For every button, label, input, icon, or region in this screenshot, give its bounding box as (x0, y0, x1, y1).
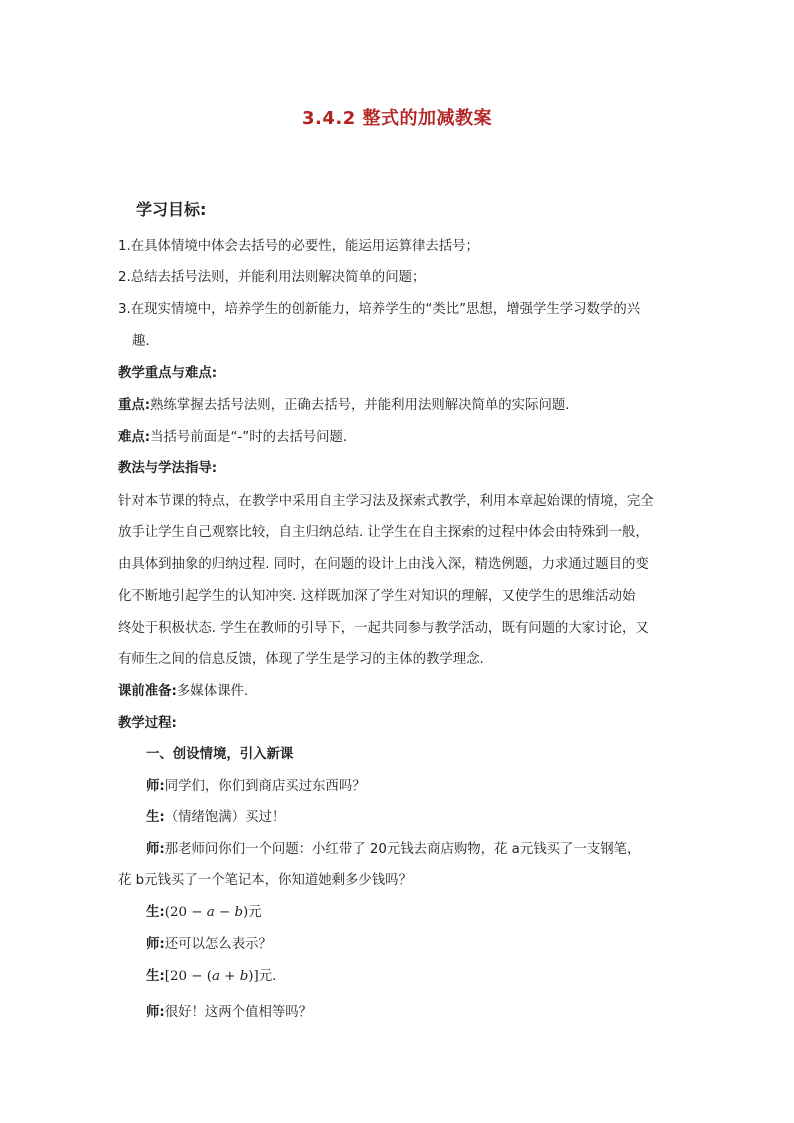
dialog-teacher-2-cont: 花 b元钱买了一个笔记本，你知道她剩多少钱吗？ (118, 873, 412, 888)
expr-part: [20 − ( (164, 969, 212, 984)
dialog-text: 很好！这两个值相等吗？ (164, 1005, 313, 1020)
difficult-text: 当括号前面是“-”时的去括号问题. (150, 430, 348, 445)
dialog-teacher-1 (146, 777, 711, 797)
method-line-4: 化不断地引起学生的认知冲突. 这样既加深了学生对知识的理解，又使学生的思维活动始 (118, 589, 636, 604)
goal-3-cont: 趣. (132, 334, 150, 349)
var-a: a (211, 969, 220, 984)
prep-label: 课前准备: (118, 684, 177, 699)
goal-2: 2.总结去括号法则，并能利用法则解决简单的问题； (118, 270, 426, 285)
expression-2 (165, 969, 259, 984)
dialog-text: 那老师问你们一个问题：小红带了 20元钱去商店购物，花 a元钱买了一支钢笔， (164, 842, 641, 857)
prep-text: 多媒体课件. (176, 684, 249, 699)
unit-yuan: 元 (248, 905, 262, 920)
teacher-label: 师: (146, 842, 165, 857)
dialog-student-1 (146, 808, 711, 828)
var-b: b (239, 969, 249, 984)
dialog-text: 还可以怎么表示？ (164, 937, 272, 952)
dialog-text: 同学们，你们到商店买过东西吗？ (164, 779, 366, 794)
goal-3: 3.在现实情境中，培养学生的创新能力，培养学生的“类比”思想，增强学生学习数学的兴 (118, 302, 641, 317)
document-title: 3.4.2 整式的加减教案 (301, 108, 492, 129)
difficult-label: 难点: (118, 430, 151, 445)
student-label: 生: (146, 905, 165, 920)
prep-line (118, 682, 683, 702)
key-label: 重点: (118, 398, 151, 413)
key-text: 熟练掌握去括号法则，正确去括号，并能利用法则解决简单的实际问题. (150, 398, 570, 413)
learning-goals-heading: 学习目标: (136, 200, 207, 219)
method-line-1: 针对本节课的特点，在教学中采用自主学习法及探索式教学，利用本章起始课的情境，完全 (118, 494, 654, 509)
difficult-point-line (118, 428, 683, 448)
key-point-line (118, 396, 683, 416)
dialog-student-3 (146, 967, 711, 987)
student-label: 生: (146, 969, 165, 984)
method-heading: 教法与学法指导: (118, 461, 218, 476)
method-line-3: 由具体到抽象的归纳过程. 同时，在问题的设计上由浅入深，精选例题，力求通过题目的变 (118, 557, 649, 572)
dialog-teacher-3 (146, 935, 711, 955)
teacher-label: 师: (146, 779, 165, 794)
student-label: 生: (146, 810, 165, 825)
key-points-heading: 教学重点与难点: (118, 366, 218, 381)
section-1-heading: 一、创设情境，引入新课 (146, 747, 294, 762)
teacher-label: 师: (146, 937, 165, 952)
method-line-5: 终处于积极状态. 学生在教师的引导下，一起共同参与教学活动，既有问题的大家讨论，又 (118, 621, 649, 636)
expr-part: − (214, 905, 235, 920)
method-line-6: 有师生之间的信息反馈，体现了学生是学习的主体的教学理念. (118, 652, 484, 667)
expr-part: ) (243, 905, 249, 920)
expr-part: + (219, 969, 240, 984)
expr-part: )] (248, 969, 259, 984)
var-b: b (234, 905, 244, 920)
expression-1 (165, 905, 249, 920)
dialog-teacher-4 (146, 1003, 711, 1023)
process-heading: 教学过程: (118, 716, 177, 731)
expr-part: (20 − (164, 905, 207, 920)
unit-yuan: 元. (258, 969, 277, 984)
dialog-student-2 (146, 903, 711, 923)
goal-1: 1.在具体情境中体会去括号的必要性，能运用运算律去括号； (118, 239, 479, 254)
var-a: a (206, 905, 215, 920)
method-line-2: 放手让学生自己观察比较，自主归纳总结. 让学生在自主探索的过程中体会由特殊到一般， (118, 525, 649, 540)
dialog-text: （情绪饱满）买过！ (164, 810, 286, 825)
teacher-label: 师: (146, 1005, 165, 1020)
dialog-teacher-2 (146, 840, 711, 860)
